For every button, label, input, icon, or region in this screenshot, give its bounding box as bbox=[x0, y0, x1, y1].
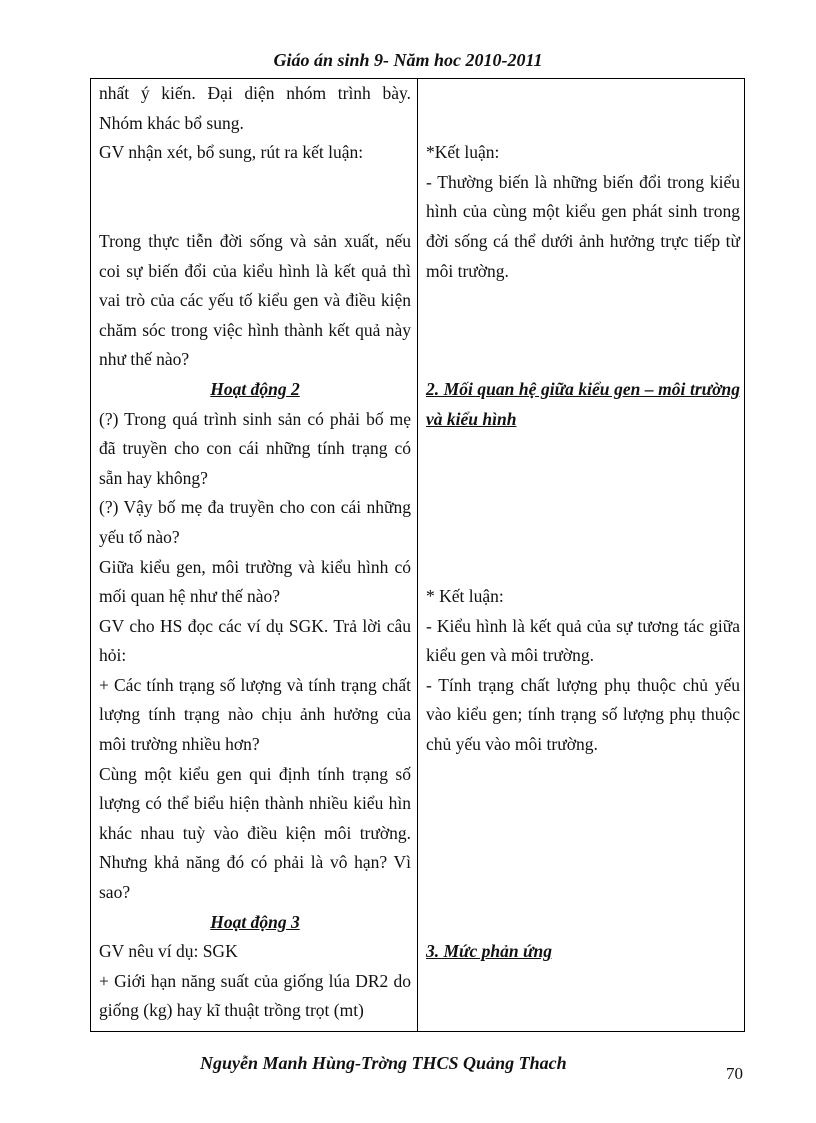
page-header: Giáo án sinh 9- Năm hoc 2010-2011 bbox=[273, 50, 543, 70]
conclusion-title: *Kết luận: bbox=[426, 142, 500, 163]
question-paragraph: GV nêu ví dụ: SGK bbox=[99, 941, 238, 962]
text-line: nhất ý kiến. Đại diện nhóm trình bày. bbox=[99, 83, 411, 103]
text-line: GV nhận xét, bổ sung, rút ra kết luận: bbox=[99, 142, 364, 163]
question-paragraph: Giữa kiểu gen, môi trường và kiểu hình có mối quan hệ như thế nào? bbox=[99, 556, 411, 607]
content-column bbox=[418, 79, 744, 1031]
question-paragraph: (?) Vậy bố mẹ đa truyền cho con cái những yếu tố nào? bbox=[99, 497, 411, 547]
page-number: 70 bbox=[726, 1064, 743, 1083]
text-line: Nhóm khác bổ sung. bbox=[99, 112, 244, 133]
question-paragraph: GV cho HS đọc các ví dụ SGK. Trả lời câu hỏi: bbox=[99, 615, 411, 666]
question-paragraph: + Giới hạn năng suất của giống lúa DR2 do giống (kg) hay kĩ thuật trồng trọt (mt) bbox=[99, 970, 411, 1021]
conclusion-title: * Kết luận: bbox=[426, 586, 504, 607]
teacher-activities-column bbox=[91, 79, 418, 1031]
question-paragraph: Trong thực tiễn đời sống và sản xuất, nếu coi sự biến đổi của kiểu hình là kết quả thì vai trò của các yếu tố kiểu gen và điều kiện chăm sóc trong việc hình thành kết quả này như thế nào? bbox=[99, 230, 411, 370]
section-2-heading: 2. Mối quan hệ giữa kiểu gen – môi trường và kiểu hình bbox=[426, 378, 740, 429]
lesson-table bbox=[90, 78, 745, 1032]
question-paragraph: (?) Trong quá trình sinh sản có phải bố mẹ đã truyền cho con cái những tính trạng có sẵn hay không? bbox=[99, 408, 411, 488]
question-paragraph: + Các tính trạng số lượng và tính trạng chất lượng tính trạng nào chịu ảnh hưởng của môi trường nhiều hơn? bbox=[99, 674, 411, 755]
page-footer: Nguyễn Manh Hùng-Trờng THCS Quảng Thach bbox=[200, 1053, 567, 1073]
activity-3-heading: Hoạt động 3 bbox=[210, 911, 300, 932]
question-paragraph: Cùng một kiểu gen qui định tính trạng số lượng có thể biểu hiện thành nhiều kiểu hìn khác nhau tuỳ vào điều kiện môi trường. Nhưng khả năng đó có phải là vô hạn? Vì sao? bbox=[99, 763, 411, 903]
conclusion-text: - Tính trạng chất lượng phụ thuộc chủ yếu vào kiểu gen; tính trạng số lượng phụ thuộc chủ yếu vào môi trường. bbox=[426, 674, 740, 755]
conclusion-text: - Thường biến là những biến đổi trong kiểu hình của cùng một kiểu gen phát sinh trong đời sống cá thể dưới ảnh hưởng trực tiếp từ môi trường. bbox=[426, 171, 740, 281]
conclusion-text: - Kiểu hình là kết quả của sự tương tác giữa kiểu gen và môi trường. bbox=[426, 615, 740, 666]
section-3-heading: 3. Mức phản ứng bbox=[426, 941, 552, 962]
activity-2-heading: Hoạt động 2 bbox=[210, 378, 300, 399]
